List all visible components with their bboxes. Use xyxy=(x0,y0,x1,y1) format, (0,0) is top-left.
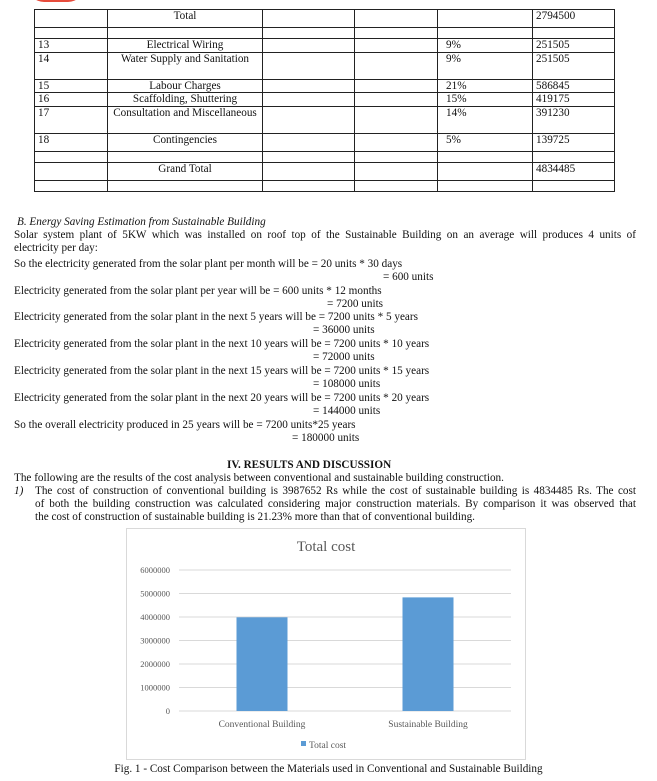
row-number-cell: 14 xyxy=(35,52,108,79)
row-number-cell xyxy=(35,10,108,28)
amount-cell: 251505 xyxy=(533,52,615,79)
calculation-line: Electricity generated from the solar plant in the next 10 years will be = 7200 units * 10 years xyxy=(14,338,430,350)
total-cost-chart xyxy=(126,528,526,760)
row-number-cell: 13 xyxy=(35,39,108,53)
calculation-result: = 144000 units xyxy=(313,405,381,417)
calculation-line: Electricity generated from the solar plant in the next 5 years will be = 7200 units * 5 years xyxy=(14,311,418,323)
section-b-intro-line-2: electricity per day: xyxy=(14,242,98,254)
amount-cell: 2794500 xyxy=(533,10,615,28)
amount-cell xyxy=(533,180,615,191)
blank-cell xyxy=(355,133,438,151)
blank-cell xyxy=(263,151,355,162)
item-cell: Scaffolding, Shuttering xyxy=(108,93,263,107)
calculation-result: = 7200 units xyxy=(327,298,384,310)
row-number-cell: 18 xyxy=(35,133,108,151)
section-b-heading: B. Energy Saving Estimation from Sustainable Building xyxy=(17,216,266,228)
cost-table-body xyxy=(35,10,615,192)
item-cell xyxy=(108,180,263,191)
item-cell xyxy=(108,151,263,162)
item-cell xyxy=(108,28,263,39)
result-item-line-2: of both the building construction was calculated considering major construction materials. By comparison it was observed that xyxy=(35,498,636,510)
table-row xyxy=(35,162,615,180)
cost-table xyxy=(34,9,615,192)
amount-cell: 251505 xyxy=(533,39,615,53)
blank-cell xyxy=(263,106,355,133)
blank-cell xyxy=(263,39,355,53)
figure-caption: Fig. 1 - Cost Comparison between the Materials used in Conventional and Sustainable Building xyxy=(114,763,543,775)
item-cell: Consultation and Miscellaneous xyxy=(108,106,263,133)
table-row xyxy=(35,93,615,107)
item-cell: Water Supply and Sanitation xyxy=(108,52,263,79)
item-cell: Grand Total xyxy=(108,162,263,180)
percentage-cell: 9% xyxy=(438,39,533,53)
percentage-cell: 14% xyxy=(438,106,533,133)
percentage-cell: 9% xyxy=(438,52,533,79)
row-number-cell xyxy=(35,180,108,191)
list-item-marker: 1) xyxy=(14,485,24,497)
blank-cell xyxy=(263,52,355,79)
x-category-label: Sustainable Building xyxy=(388,720,468,730)
percentage-cell xyxy=(438,151,533,162)
bar xyxy=(403,597,454,711)
percentage-cell: 21% xyxy=(438,79,533,93)
amount-cell: 586845 xyxy=(533,79,615,93)
calculation-result: = 180000 units xyxy=(292,432,360,444)
row-number-cell: 16 xyxy=(35,93,108,107)
amount-cell: 139725 xyxy=(533,133,615,151)
calculation-result: = 36000 units xyxy=(313,324,375,336)
blank-cell xyxy=(263,93,355,107)
calculation-result: = 72000 units xyxy=(313,351,375,363)
y-tick-label: 6000000 xyxy=(140,565,170,575)
blank-cell xyxy=(355,10,438,28)
table-row xyxy=(35,52,615,79)
blank-cell xyxy=(263,79,355,93)
blank-cell xyxy=(355,39,438,53)
blank-cell xyxy=(263,10,355,28)
legend-swatch xyxy=(301,741,306,746)
blank-cell xyxy=(355,180,438,191)
x-category-label: Conventional Building xyxy=(218,720,306,730)
calculation-line: So the overall electricity produced in 25 years will be = 7200 units*25 years xyxy=(14,419,356,431)
item-cell: Contingencies xyxy=(108,133,263,151)
item-cell: Labour Charges xyxy=(108,79,263,93)
percentage-cell xyxy=(438,162,533,180)
table-row xyxy=(35,106,615,133)
blank-cell xyxy=(355,162,438,180)
blank-cell xyxy=(355,28,438,39)
bar xyxy=(237,617,288,711)
table-row xyxy=(35,28,615,39)
percentage-cell: 15% xyxy=(438,93,533,107)
y-tick-label: 1000000 xyxy=(140,682,170,693)
y-tick-label: 0 xyxy=(165,706,170,716)
section-b-intro-line-1: Solar system plant of 5KW which was installed on roof top of the Sustainable Building on an average will produces 4 units of xyxy=(14,229,636,241)
result-item-line-3: the cost of construction of sustainable building is 21.23% more than that of conventional building. xyxy=(35,511,475,523)
decorative-red-arc xyxy=(28,0,84,2)
percentage-cell xyxy=(438,180,533,191)
blank-cell xyxy=(355,52,438,79)
calculation-line: Electricity generated from the solar plant per year will be = 600 units * 12 months xyxy=(14,285,382,297)
blank-cell xyxy=(355,79,438,93)
legend-label: Total cost xyxy=(309,741,347,751)
result-item-line-1: The cost of construction of conventional building is 3987652 Rs while the cost of sustainable building is 4834485 Rs. The cost xyxy=(35,485,636,497)
calculation-line: Electricity generated from the solar plant in the next 20 years will be = 7200 units * 20 years xyxy=(14,392,430,404)
table-row xyxy=(35,133,615,151)
section-iv-intro: The following are the results of the cost analysis between conventional and sustainable building construction. xyxy=(14,472,504,484)
percentage-cell xyxy=(438,28,533,39)
row-number-cell xyxy=(35,162,108,180)
percentage-cell: 5% xyxy=(438,133,533,151)
calculation-line: Electricity generated from the solar plant in the next 15 years will be = 7200 units * 15 years xyxy=(14,365,430,377)
amount-cell: 4834485 xyxy=(533,162,615,180)
table-row xyxy=(35,10,615,28)
section-iv-heading: IV. RESULTS AND DISCUSSION xyxy=(227,459,392,471)
y-tick-label: 5000000 xyxy=(140,588,170,599)
chart-title: Total cost xyxy=(296,539,356,555)
blank-cell xyxy=(263,162,355,180)
row-number-cell xyxy=(35,151,108,162)
blank-cell xyxy=(355,151,438,162)
amount-cell xyxy=(533,151,615,162)
blank-cell xyxy=(263,180,355,191)
blank-cell xyxy=(263,133,355,151)
amount-cell: 391230 xyxy=(533,106,615,133)
blank-cell xyxy=(355,106,438,133)
amount-cell xyxy=(533,28,615,39)
chart-canvas xyxy=(127,529,525,759)
table-row xyxy=(35,180,615,191)
y-tick-label: 3000000 xyxy=(140,635,170,646)
row-number-cell: 17 xyxy=(35,106,108,133)
table-row xyxy=(35,79,615,93)
calculation-result: = 108000 units xyxy=(313,378,381,390)
item-cell: Total xyxy=(108,10,263,28)
calculation-line: So the electricity generated from the solar plant per month will be = 20 units * 30 days xyxy=(14,258,403,270)
amount-cell: 419175 xyxy=(533,93,615,107)
calculation-result: = 600 units xyxy=(383,271,434,283)
item-cell: Electrical Wiring xyxy=(108,39,263,53)
blank-cell xyxy=(355,93,438,107)
row-number-cell: 15 xyxy=(35,79,108,93)
percentage-cell xyxy=(438,10,533,28)
row-number-cell xyxy=(35,28,108,39)
y-tick-label: 2000000 xyxy=(140,659,170,669)
y-tick-label: 4000000 xyxy=(140,612,170,622)
table-row xyxy=(35,39,615,53)
blank-cell xyxy=(263,28,355,39)
table-row xyxy=(35,151,615,162)
